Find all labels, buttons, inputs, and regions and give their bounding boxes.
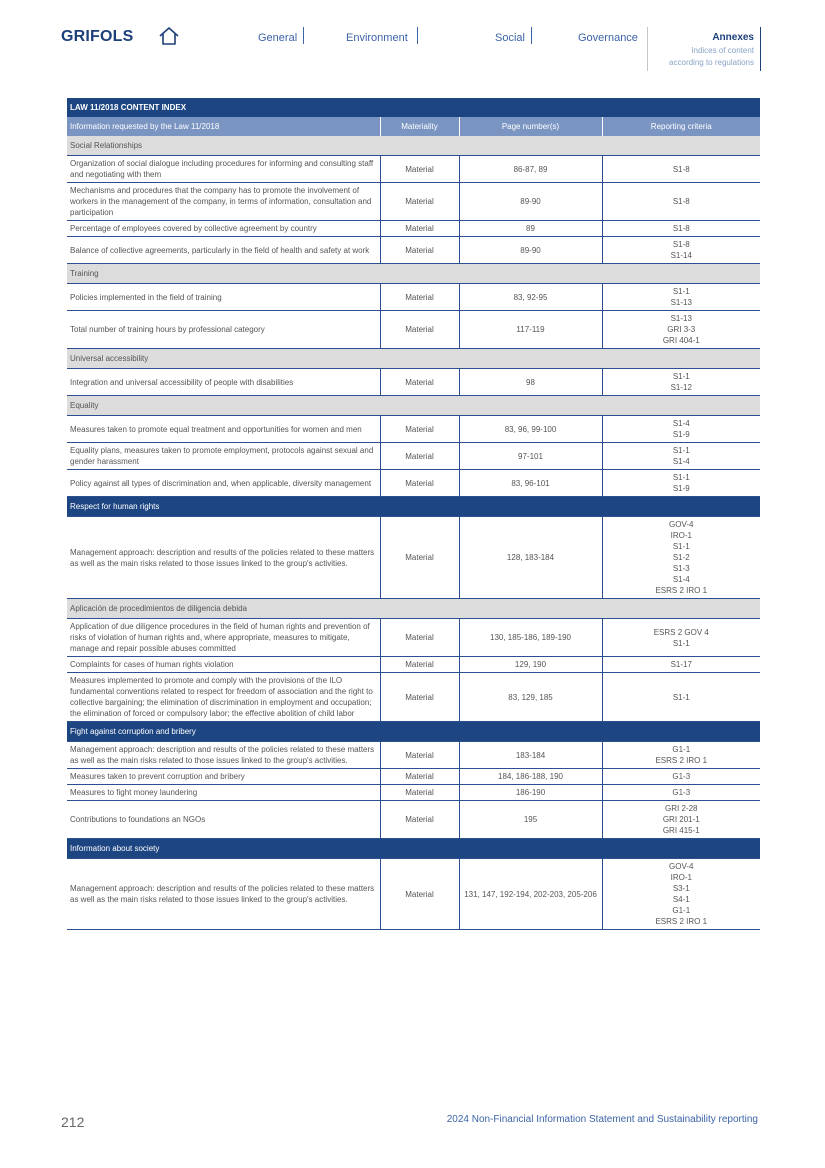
criteria-code: S1-4 [672,457,690,466]
criteria-code: S1-1 [672,638,690,648]
criteria-code: S1-14 [670,251,692,260]
criteria-code: S1-9 [672,484,690,493]
criteria-code: GRI 201-1 [662,815,700,824]
table-row [67,785,760,801]
info-description: Management approach: description and results of the policies related to these matters as well as the main risks related to those issues linked to the group's activities. [67,859,380,930]
info-description: Integration and universal accessibility of people with disabilities [67,369,380,396]
criteria-code: S1-3 [672,564,690,573]
criteria-code: S1-1 [672,542,690,551]
criteria-code: S1-12 [670,383,692,392]
footer-title: 2024 Non-Financial Information Statement and Sustainability reporting [446,1114,758,1125]
materiality-cell: Material [380,156,459,183]
table-row [67,769,760,785]
materiality-cell: Material [380,416,459,443]
page-numbers-cell: 131, 147, 192-194, 202-203, 205-206 [459,859,602,930]
criteria-code: G1-1 [672,906,691,915]
page-numbers-cell: 89-90 [459,183,602,221]
reporting-criteria-cell [602,416,760,443]
nav-social[interactable]: Social [495,32,525,44]
table-row [67,470,760,497]
nav-annexes[interactable] [647,27,761,71]
criteria-code: S1-17 [670,660,692,669]
info-description: Equality plans, measures taken to promote employment, protocols against sexual and gender harassment [67,443,380,470]
nav-environment[interactable]: Environment [346,32,408,44]
criteria-code: GRI 3-3 [667,325,696,334]
column-header: Page number(s) [459,117,602,136]
table-title: LAW 11/2018 CONTENT INDEX [67,98,760,117]
materiality-cell: Material [380,742,459,769]
nav-divider [531,27,532,44]
table-row [67,801,760,839]
page-numbers-cell: 97-101 [459,443,602,470]
criteria-code: S1-2 [672,553,690,562]
criteria-code: GOV-4 [669,862,694,871]
info-description: Complaints for cases of human rights violation [67,657,380,673]
criteria-code: ESRS 2 IRO 1 [655,756,708,765]
criteria-code: G1-3 [672,788,691,797]
nav-annexes-title: Annexes [712,32,754,43]
criteria-code: S1-8 [672,240,690,249]
reporting-criteria-cell [602,369,760,396]
criteria-code: S1-1 [672,446,690,455]
table-row [67,284,760,311]
info-description: Measures taken to promote equal treatment and opportunities for women and men [67,416,380,443]
table-row [67,517,760,599]
criteria-code: S1-13 [670,298,692,307]
table-row [67,156,760,183]
criteria-code: ESRS 2 IRO 1 [655,917,708,926]
materiality-cell: Material [380,801,459,839]
page-numbers-cell: 129, 190 [459,657,602,673]
info-description: Measures implemented to promote and comply with the provisions of the ILO fundamental conventions related to respect for freedom of association and the right to collective bargaining; the elimination of discrimination in employment and occupation; the elimination of forced or compulsory labor; the effective abolition of child labor [67,673,380,722]
criteria-code: S1-13 [670,314,692,323]
section-label: Training [67,264,760,284]
reporting-criteria-cell [602,311,760,349]
table-row [67,369,760,396]
page-numbers-cell: 83, 96, 99-100 [459,416,602,443]
criteria-code: GOV-4 [669,520,694,529]
info-description: Application of due diligence procedures in the field of human rights and prevention of risks of violation of human rights and, where appropriate, measures to mitigate, manage and repair possible abuses committed [67,619,380,657]
section-label: Respect for human rights [67,497,760,517]
table-row [67,311,760,349]
reporting-criteria-cell [602,673,760,722]
nav-annexes-subtitle-1: Indices of content [691,46,754,55]
page-numbers-cell: 128, 183-184 [459,517,602,599]
criteria-code: GRI 2-28 [665,804,698,813]
materiality-cell: Material [380,221,459,237]
criteria-code: GRI 415-1 [662,826,700,835]
materiality-cell: Material [380,470,459,497]
page-numbers-cell: 83, 92-95 [459,284,602,311]
section-label: Universal accessibility [67,349,760,369]
materiality-cell: Material [380,311,459,349]
reporting-criteria-cell [602,156,760,183]
section-label: Equality [67,396,760,416]
criteria-code: S1-4 [672,575,690,584]
criteria-code: S1-8 [672,197,690,206]
criteria-code: S1-1 [672,372,690,381]
page-number: 212 [61,1114,85,1130]
table-row [67,221,760,237]
materiality-cell: Material [380,859,459,930]
section-label: Social Relationships [67,136,760,156]
materiality-cell: Material [380,619,459,657]
section-row [67,349,760,369]
nav-general[interactable]: General [258,32,298,44]
criteria-code: ESRS 2 GOV 4 [653,627,709,637]
materiality-cell: Material [380,517,459,599]
section-row [67,599,760,619]
section-label: Aplicación de procedimientos de diligencia debida [67,599,760,619]
reporting-criteria-cell [602,517,760,599]
reporting-criteria-cell [602,183,760,221]
criteria-code: S1-1 [672,287,690,296]
page-numbers-cell: 83, 129, 185 [459,673,602,722]
page-numbers-cell: 86-87, 89 [459,156,602,183]
reporting-criteria-cell [602,470,760,497]
info-description: Mechanisms and procedures that the company has to promote the involvement of workers in the management of the company, in terms of information, consultation and participation [67,183,380,221]
page-numbers-cell: 130, 185-186, 189-190 [459,619,602,657]
criteria-code: S4-1 [672,895,690,904]
materiality-cell: Material [380,237,459,264]
table-row [67,183,760,221]
section-row [67,497,760,517]
page-numbers-cell: 98 [459,369,602,396]
nav-annexes-subtitle-2: according to regulations [669,58,754,67]
column-header: Reporting criteria [602,117,760,136]
table-row [67,416,760,443]
info-description: Balance of collective agreements, particularly in the field of health and safety at work [67,237,380,264]
info-description: Organization of social dialogue including procedures for informing and consulting staff and negotiating with them [67,156,380,183]
reporting-criteria-cell [602,443,760,470]
criteria-code: S1-8 [672,224,690,233]
materiality-cell: Material [380,673,459,722]
table-row [67,237,760,264]
criteria-code: IRO-1 [670,873,692,882]
criteria-code: S1-8 [672,164,690,174]
reporting-criteria-cell [602,769,760,785]
nav-divider [417,27,418,44]
reporting-criteria-cell [602,284,760,311]
table-row [67,657,760,673]
page-numbers-cell: 184, 186-188, 190 [459,769,602,785]
nav-divider [303,27,304,44]
criteria-code: S3-1 [672,884,690,893]
section-row [67,839,760,859]
page-numbers-cell: 83, 96-101 [459,470,602,497]
materiality-cell: Material [380,183,459,221]
reporting-criteria-cell [602,859,760,930]
page-numbers-cell: 89-90 [459,237,602,264]
home-icon[interactable] [158,25,180,47]
page-numbers-cell: 186-190 [459,785,602,801]
materiality-cell: Material [380,284,459,311]
grifols-logo[interactable]: GRIFOLS [61,28,134,45]
criteria-code: IRO-1 [670,531,692,540]
section-row [67,722,760,742]
section-row [67,396,760,416]
section-label: Information about society [67,839,760,859]
reporting-criteria-cell [602,237,760,264]
page-numbers-cell: 183-184 [459,742,602,769]
criteria-code: ESRS 2 IRO 1 [655,586,708,595]
info-description: Management approach: description and results of the policies related to these matters as well as the main risks related to those issues linked to the group's activities. [67,517,380,599]
criteria-code: G1-1 [672,745,691,754]
table-title-row [67,98,760,117]
table-row [67,619,760,657]
content-index-table [67,98,760,930]
section-row [67,136,760,156]
reporting-criteria-cell [602,221,760,237]
info-description: Percentage of employees covered by collective agreement by country [67,221,380,237]
reporting-criteria-cell [602,742,760,769]
table-header-row [67,117,760,136]
table-row [67,443,760,470]
criteria-code: S1-1 [672,692,690,702]
reporting-criteria-cell [602,801,760,839]
page-numbers-cell: 117-119 [459,311,602,349]
materiality-cell: Material [380,785,459,801]
criteria-code: GRI 404-1 [662,336,700,345]
materiality-cell: Material [380,443,459,470]
materiality-cell: Material [380,769,459,785]
info-description: Total number of training hours by professional category [67,311,380,349]
page-numbers-cell: 89 [459,221,602,237]
reporting-criteria-cell [602,619,760,657]
info-description: Contributions to foundations an NGOs [67,801,380,839]
materiality-cell: Material [380,369,459,396]
info-description: Management approach: description and results of the policies related to these matters as well as the main risks related to those issues linked to the group's activities. [67,742,380,769]
table-row [67,859,760,930]
criteria-code: S1-4 [672,419,690,428]
materiality-cell: Material [380,657,459,673]
column-header: Materiality [380,117,459,136]
info-description: Policy against all types of discrimination and, when applicable, diversity management [67,470,380,497]
table-row [67,742,760,769]
criteria-code: G1-3 [672,772,691,781]
info-description: Measures taken to prevent corruption and bribery [67,769,380,785]
criteria-code: S1-9 [672,430,690,439]
info-description: Policies implemented in the field of training [67,284,380,311]
reporting-criteria-cell [602,657,760,673]
column-header: Information requested by the Law 11/2018 [67,117,380,136]
section-label: Fight against corruption and bribery [67,722,760,742]
info-description: Measures to fight money laundering [67,785,380,801]
page-numbers-cell: 195 [459,801,602,839]
section-row [67,264,760,284]
reporting-criteria-cell [602,785,760,801]
criteria-code: S1-1 [672,473,690,482]
nav-governance[interactable]: Governance [578,32,638,44]
table-row [67,673,760,722]
